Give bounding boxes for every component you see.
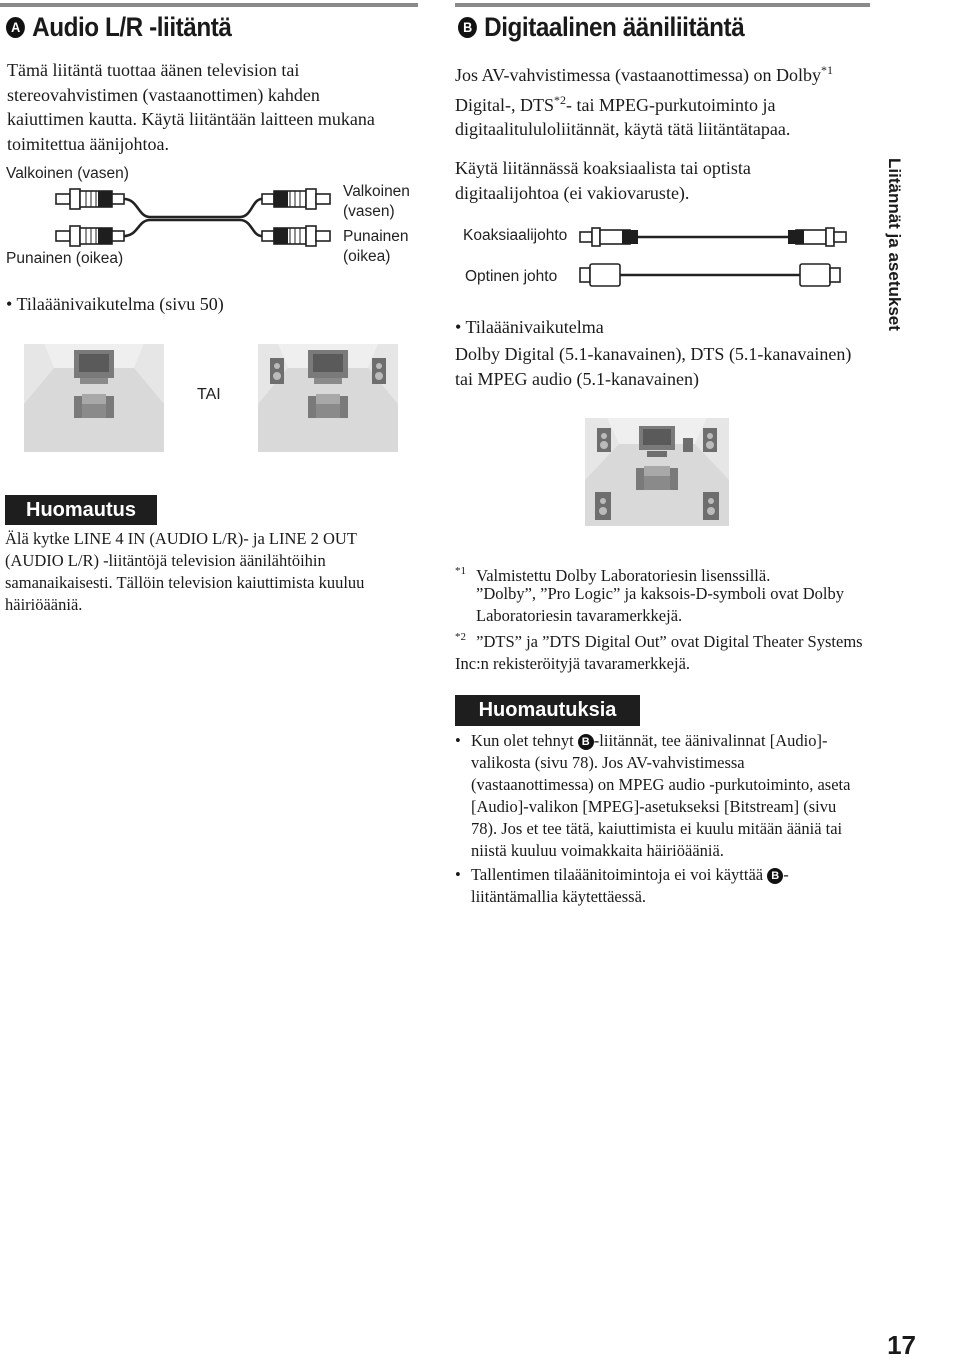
audio-cable-diagram xyxy=(50,180,340,255)
label-right-red-2: (oikea) xyxy=(343,248,391,265)
para1-text-b: Digital-, DTS xyxy=(455,94,554,115)
para1-text-c: - tai MPEG-purkutoiminto ja digitaalitululoliitännät, käytä tätä liitäntätapaa. xyxy=(455,94,791,139)
label-left-red: Punainen (oikea) xyxy=(6,250,124,267)
notes-item-2-badge: B xyxy=(767,868,783,884)
note-text: Älä kytke LINE 4 IN (AUDIO L/R)- ja LINE 2 OUT (AUDIO L/R) -liitäntöjä television äänilähtöihin samanaikaisesti. Tällöin television kaiuttimista kuuluu häiriöääniä. xyxy=(5,529,365,614)
page-number: 17 xyxy=(887,1330,916,1360)
section-a-title: Audio L/R -liitäntä xyxy=(32,11,232,42)
notes-item-2-text-b: -liitäntämallia käytettäessä. xyxy=(471,865,789,906)
section-a-rule xyxy=(0,3,418,7)
notes-item-1 xyxy=(455,730,865,862)
side-tab xyxy=(884,158,908,331)
footnote-1-text: Valmistettu Dolby Laboratoriesin lisenssillä. xyxy=(476,565,771,585)
section-b-bullet-text: Tilaäänivaikutelma xyxy=(465,317,604,337)
para1-text-a: Jos AV-vahvistimessa (vastaanottimessa) on Dolby xyxy=(455,65,821,85)
footnote-2-text: ”DTS” ja ”DTS Digital Out” ovat Digital Theater Systems Inc:n rekisteröityjä tavaramerkkejä. xyxy=(455,631,863,673)
digital-cable-diagram xyxy=(578,222,858,292)
section-a-intro: Tämä liitäntä tuottaa äänen television tai stereovahvistimen (vastaanottimen) kahden kaiuttimen kautta. Käytä liitäntään laitteen mukana toimitettua äänijohtoa. xyxy=(7,60,375,154)
notes-item-2-text-a: Tallentimen tilaäänitoimintoja ei voi käyttää xyxy=(471,865,768,884)
room-illustration-tv xyxy=(24,344,164,452)
footnote-2-mark: *2 xyxy=(455,631,466,643)
section-a-heading xyxy=(6,10,231,44)
section-b-para1 xyxy=(455,58,865,142)
optical-label: Optinen johto xyxy=(465,268,558,285)
notes-heading: Huomautuksia xyxy=(455,695,640,726)
notes-item-1-text-b: -liitännät, tee äänivalinnat [Audio]-valikosta (sivu 78). Jos AV-vahvistimessa (vastaanottimessa) on MPEG audio -purkutoiminto, aseta [Audio]-valikon [MPEG]-asetukseksi [Bitstream] (sivu 78). Jos et tee tätä, kaiuttimista ei kuulu mitään ääniä tai niistä kuuluu voimakkaita häiriöääniä. xyxy=(471,731,851,860)
notes-item-1-text-a: Kun olet tehnyt xyxy=(471,731,578,750)
notes-item-2 xyxy=(455,864,865,908)
label-left-white: Valkoinen (vasen) xyxy=(6,165,129,182)
or-label: TAI xyxy=(197,386,221,403)
footnote-1-cont: ”Dolby”, ”Pro Logic” ja kaksois-D-symboli ovat Dolby Laboratoriesin tavaramerkkejä. xyxy=(476,584,844,625)
footnote-ref-1: *1 xyxy=(820,63,833,77)
section-b-heading xyxy=(458,10,744,44)
section-b-badge: B xyxy=(458,17,477,38)
footnote-1-mark: *1 xyxy=(455,565,466,577)
notes-list xyxy=(455,730,865,908)
note-heading: Huomautus xyxy=(5,495,157,525)
section-b-title: Digitaalinen ääniliitäntä xyxy=(484,11,745,42)
section-b-bullet: • Tilaäänivaikutelma xyxy=(455,317,604,337)
section-a-badge: A xyxy=(6,17,25,38)
section-b-rule xyxy=(455,3,870,7)
label-right-white-2: (vasen) xyxy=(343,203,395,220)
coax-label: Koaksiaalijohto xyxy=(463,227,568,244)
section-b-para2: Käytä liitännässä koaksiaalista tai optista digitaalijohtoa (ei vakiovaruste). xyxy=(455,158,751,203)
section-a-bullet: • Tilaäänivaikutelma (sivu 50) xyxy=(6,294,224,314)
side-tab-label: Liitännät ja asetukset xyxy=(885,158,904,331)
room-illustration-surround xyxy=(585,418,729,526)
room-illustration-stereo xyxy=(258,344,398,452)
footnote-2 xyxy=(455,626,865,675)
notes-item-1-badge: B xyxy=(578,734,594,750)
footnote-ref-2: *2 xyxy=(554,92,566,107)
label-right-white: Valkoinen xyxy=(343,183,410,200)
section-a-bullet-text: Tilaäänivaikutelma (sivu 50) xyxy=(16,294,224,314)
label-right-red: Punainen xyxy=(343,228,409,245)
section-b-bullet-detail: Dolby Digital (5.1-kanavainen), DTS (5.1-kanavainen) tai MPEG audio (5.1-kanavainen) xyxy=(455,344,852,389)
